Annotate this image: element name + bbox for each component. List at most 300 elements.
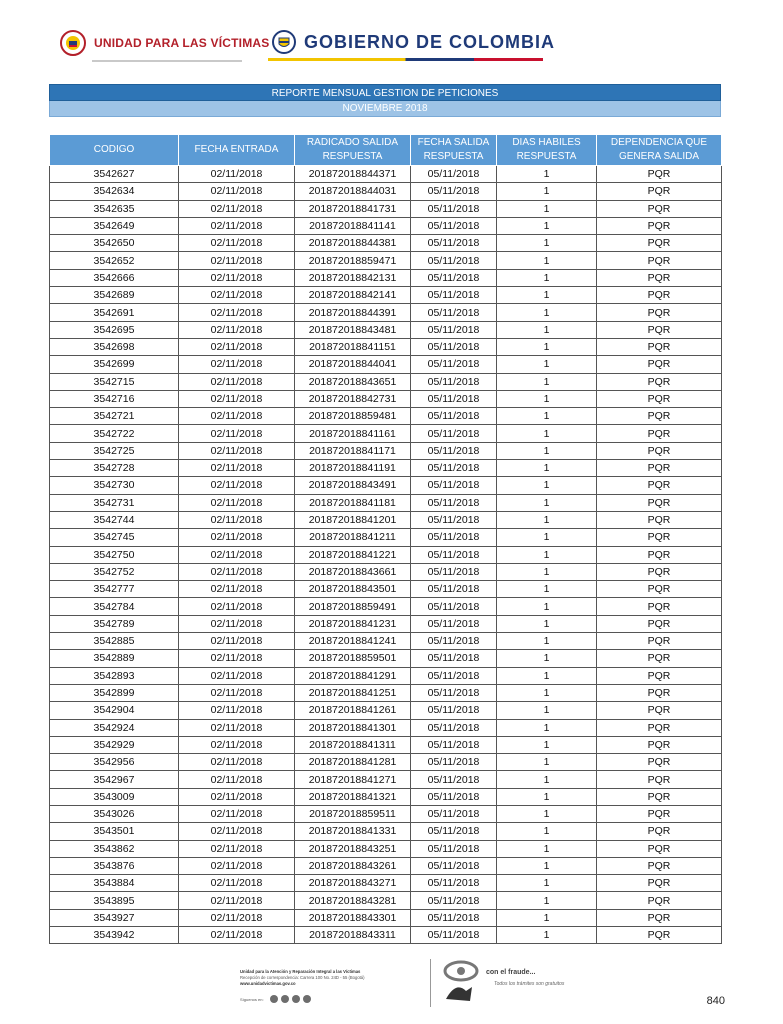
- dependencia-cell: PQR: [597, 217, 722, 234]
- dias-habiles-cell: 1: [497, 736, 597, 753]
- codigo-cell: 3542722: [50, 425, 179, 442]
- codigo-cell: 3542699: [50, 356, 179, 373]
- column-header: FECHA ENTRADA: [179, 135, 295, 166]
- page-footer: [0, 955, 783, 1015]
- fecha-salida-cell: 05/11/2018: [411, 252, 497, 269]
- codigo-cell: 3542784: [50, 598, 179, 615]
- fecha-salida-cell: 05/11/2018: [411, 927, 497, 944]
- radicado-cell: 201872018844031: [295, 183, 411, 200]
- fecha-entrada-cell: 02/11/2018: [179, 477, 295, 494]
- fecha-entrada-cell: 02/11/2018: [179, 217, 295, 234]
- fecha-salida-cell: 05/11/2018: [411, 702, 497, 719]
- dependencia-cell: PQR: [597, 494, 722, 511]
- dependencia-cell: PQR: [597, 321, 722, 338]
- dependencia-cell: PQR: [597, 563, 722, 580]
- table-row: [50, 166, 722, 183]
- table-row: [50, 356, 722, 373]
- table-row: [50, 909, 722, 926]
- fecha-entrada-cell: 02/11/2018: [179, 684, 295, 701]
- fecha-salida-cell: 05/11/2018: [411, 546, 497, 563]
- dias-habiles-cell: 1: [497, 598, 597, 615]
- table-row: [50, 494, 722, 511]
- dependencia-cell: PQR: [597, 909, 722, 926]
- codigo-cell: 3542789: [50, 615, 179, 632]
- dias-habiles-cell: 1: [497, 529, 597, 546]
- dependencia-cell: PQR: [597, 390, 722, 407]
- table-row: [50, 511, 722, 528]
- dependencia-cell: PQR: [597, 511, 722, 528]
- fecha-entrada-cell: 02/11/2018: [179, 840, 295, 857]
- radicado-cell: 201872018843501: [295, 581, 411, 598]
- social-label: Síguenos en:: [240, 996, 264, 1002]
- dias-habiles-cell: 1: [497, 425, 597, 442]
- codigo-cell: 3542698: [50, 338, 179, 355]
- dependencia-cell: PQR: [597, 460, 722, 477]
- table-row: [50, 442, 722, 459]
- fecha-entrada-cell: 02/11/2018: [179, 598, 295, 615]
- dias-habiles-cell: 1: [497, 892, 597, 909]
- radicado-cell: 201872018843251: [295, 840, 411, 857]
- fecha-salida-cell: 05/11/2018: [411, 304, 497, 321]
- fecha-salida-cell: 05/11/2018: [411, 909, 497, 926]
- codigo-cell: 3543862: [50, 840, 179, 857]
- dependencia-cell: PQR: [597, 736, 722, 753]
- table-row: [50, 892, 722, 909]
- fecha-salida-cell: 05/11/2018: [411, 442, 497, 459]
- twitter-icon[interactable]: [281, 995, 289, 1003]
- radicado-cell: 201872018841281: [295, 754, 411, 771]
- dependencia-cell: PQR: [597, 857, 722, 874]
- unidad-victimas-logo-text: UNIDAD PARA LAS VÍCTIMAS: [94, 36, 270, 50]
- dependencia-cell: PQR: [597, 840, 722, 857]
- table-row: [50, 633, 722, 650]
- dependencia-cell: PQR: [597, 425, 722, 442]
- radicado-cell: 201872018841321: [295, 788, 411, 805]
- table-row: [50, 598, 722, 615]
- page-header: [0, 28, 783, 68]
- footer-web: www.unidadvictimas.gov.co: [240, 981, 296, 986]
- column-header: DEPENDENCIA QUE GENERA SALIDA: [597, 135, 722, 166]
- dias-habiles-cell: 1: [497, 235, 597, 252]
- fecha-salida-cell: 05/11/2018: [411, 200, 497, 217]
- dias-habiles-cell: 1: [497, 321, 597, 338]
- fecha-entrada-cell: 02/11/2018: [179, 615, 295, 632]
- fecha-entrada-cell: 02/11/2018: [179, 304, 295, 321]
- unidad-victimas-logo: [60, 30, 269, 56]
- dependencia-cell: PQR: [597, 892, 722, 909]
- codigo-cell: 3542777: [50, 581, 179, 598]
- fecha-entrada-cell: 02/11/2018: [179, 667, 295, 684]
- ojo-campaign-icon: [436, 957, 486, 1007]
- codigo-cell: 3542744: [50, 511, 179, 528]
- dependencia-cell: PQR: [597, 633, 722, 650]
- column-header: CODIGO: [50, 135, 179, 166]
- codigo-cell: 3542652: [50, 252, 179, 269]
- radicado-cell: 201872018841181: [295, 494, 411, 511]
- footer-address: Recepción de correspondencia: Carrera 100 No. 24D - 55 (Bogotá): [240, 975, 365, 980]
- table-row: [50, 684, 722, 701]
- dias-habiles-cell: 1: [497, 442, 597, 459]
- table-row: [50, 650, 722, 667]
- dias-habiles-cell: 1: [497, 390, 597, 407]
- table-row: [50, 771, 722, 788]
- fecha-entrada-cell: 02/11/2018: [179, 529, 295, 546]
- dias-habiles-cell: 1: [497, 805, 597, 822]
- codigo-cell: 3542634: [50, 183, 179, 200]
- fecha-salida-cell: 05/11/2018: [411, 529, 497, 546]
- codigo-cell: 3542649: [50, 217, 179, 234]
- fecha-salida-cell: 05/11/2018: [411, 615, 497, 632]
- radicado-cell: 201872018841241: [295, 633, 411, 650]
- table-body: [50, 166, 722, 944]
- radicado-cell: 201872018844371: [295, 166, 411, 183]
- dependencia-cell: PQR: [597, 252, 722, 269]
- fecha-salida-cell: 05/11/2018: [411, 235, 497, 252]
- fecha-salida-cell: 05/11/2018: [411, 321, 497, 338]
- radicado-cell: 201872018841221: [295, 546, 411, 563]
- fecha-entrada-cell: 02/11/2018: [179, 719, 295, 736]
- dias-habiles-cell: 1: [497, 927, 597, 944]
- codigo-cell: 3542929: [50, 736, 179, 753]
- fecha-entrada-cell: 02/11/2018: [179, 200, 295, 217]
- fecha-entrada-cell: 02/11/2018: [179, 650, 295, 667]
- fecha-salida-cell: 05/11/2018: [411, 840, 497, 857]
- logo-underline: [92, 60, 242, 62]
- dias-habiles-cell: 1: [497, 477, 597, 494]
- coat-of-arms-icon: [272, 30, 296, 54]
- campaign-title: con el fraude...: [486, 969, 536, 976]
- fecha-entrada-cell: 02/11/2018: [179, 546, 295, 563]
- fecha-salida-cell: 05/11/2018: [411, 217, 497, 234]
- dependencia-cell: PQR: [597, 702, 722, 719]
- fecha-entrada-cell: 02/11/2018: [179, 563, 295, 580]
- dependencia-cell: PQR: [597, 183, 722, 200]
- table-row: [50, 754, 722, 771]
- fecha-salida-cell: 05/11/2018: [411, 684, 497, 701]
- facebook-icon[interactable]: [270, 995, 278, 1003]
- radicado-cell: 201872018843661: [295, 563, 411, 580]
- table-row: [50, 563, 722, 580]
- dias-habiles-cell: 1: [497, 217, 597, 234]
- dependencia-cell: PQR: [597, 373, 722, 390]
- codigo-cell: 3542695: [50, 321, 179, 338]
- dias-habiles-cell: 1: [497, 702, 597, 719]
- codigo-cell: 3542889: [50, 650, 179, 667]
- radicado-cell: 201872018859481: [295, 408, 411, 425]
- fecha-salida-cell: 05/11/2018: [411, 356, 497, 373]
- table-row: [50, 927, 722, 944]
- fecha-salida-cell: 05/11/2018: [411, 477, 497, 494]
- fecha-salida-cell: 05/11/2018: [411, 892, 497, 909]
- dependencia-cell: PQR: [597, 200, 722, 217]
- dependencia-cell: PQR: [597, 684, 722, 701]
- radicado-cell: 201872018842141: [295, 287, 411, 304]
- codigo-cell: 3543876: [50, 857, 179, 874]
- radicado-cell: 201872018843311: [295, 927, 411, 944]
- radicado-cell: 201872018841231: [295, 615, 411, 632]
- fecha-entrada-cell: 02/11/2018: [179, 754, 295, 771]
- codigo-cell: 3542731: [50, 494, 179, 511]
- dependencia-cell: PQR: [597, 356, 722, 373]
- dias-habiles-cell: 1: [497, 546, 597, 563]
- radicado-cell: 201872018843281: [295, 892, 411, 909]
- codigo-cell: 3542899: [50, 684, 179, 701]
- dias-habiles-cell: 1: [497, 650, 597, 667]
- codigo-cell: 3542666: [50, 269, 179, 286]
- fecha-entrada-cell: 02/11/2018: [179, 581, 295, 598]
- radicado-cell: 201872018859471: [295, 252, 411, 269]
- fecha-salida-cell: 05/11/2018: [411, 736, 497, 753]
- codigo-cell: 3543942: [50, 927, 179, 944]
- table-row: [50, 200, 722, 217]
- fecha-entrada-cell: 02/11/2018: [179, 252, 295, 269]
- fecha-entrada-cell: 02/11/2018: [179, 356, 295, 373]
- fecha-entrada-cell: 02/11/2018: [179, 442, 295, 459]
- fecha-entrada-cell: 02/11/2018: [179, 857, 295, 874]
- table-header-row: [50, 135, 722, 166]
- fecha-entrada-cell: 02/11/2018: [179, 823, 295, 840]
- dias-habiles-cell: 1: [497, 356, 597, 373]
- dependencia-cell: PQR: [597, 442, 722, 459]
- codigo-cell: 3542904: [50, 702, 179, 719]
- dependencia-cell: PQR: [597, 338, 722, 355]
- codigo-cell: 3542721: [50, 408, 179, 425]
- dependencia-cell: PQR: [597, 287, 722, 304]
- radicado-cell: 201872018841291: [295, 667, 411, 684]
- codigo-cell: 3542691: [50, 304, 179, 321]
- dependencia-cell: PQR: [597, 477, 722, 494]
- table-row: [50, 875, 722, 892]
- fecha-salida-cell: 05/11/2018: [411, 287, 497, 304]
- dias-habiles-cell: 1: [497, 269, 597, 286]
- dependencia-cell: PQR: [597, 805, 722, 822]
- table-row: [50, 217, 722, 234]
- dias-habiles-cell: 1: [497, 373, 597, 390]
- fecha-salida-cell: 05/11/2018: [411, 805, 497, 822]
- table-row: [50, 805, 722, 822]
- codigo-cell: 3542750: [50, 546, 179, 563]
- codigo-cell: 3542967: [50, 771, 179, 788]
- dependencia-cell: PQR: [597, 875, 722, 892]
- table-row: [50, 183, 722, 200]
- youtube-icon[interactable]: [292, 995, 300, 1003]
- codigo-cell: 3542745: [50, 529, 179, 546]
- fecha-entrada-cell: 02/11/2018: [179, 425, 295, 442]
- dias-habiles-cell: 1: [497, 615, 597, 632]
- dependencia-cell: PQR: [597, 304, 722, 321]
- radicado-cell: 201872018843491: [295, 477, 411, 494]
- table-row: [50, 546, 722, 563]
- dias-habiles-cell: 1: [497, 252, 597, 269]
- table-row: [50, 823, 722, 840]
- fecha-salida-cell: 05/11/2018: [411, 667, 497, 684]
- dependencia-cell: PQR: [597, 408, 722, 425]
- radicado-cell: 201872018859491: [295, 598, 411, 615]
- dias-habiles-cell: 1: [497, 494, 597, 511]
- dependencia-cell: PQR: [597, 823, 722, 840]
- dias-habiles-cell: 1: [497, 581, 597, 598]
- fecha-salida-cell: 05/11/2018: [411, 425, 497, 442]
- fecha-entrada-cell: 02/11/2018: [179, 390, 295, 407]
- table-row: [50, 235, 722, 252]
- table-row: [50, 304, 722, 321]
- dependencia-cell: PQR: [597, 598, 722, 615]
- codigo-cell: 3543895: [50, 892, 179, 909]
- fecha-entrada-cell: 02/11/2018: [179, 460, 295, 477]
- radicado-cell: 201872018841261: [295, 702, 411, 719]
- table-row: [50, 667, 722, 684]
- radicado-cell: 201872018841251: [295, 684, 411, 701]
- table-row: [50, 529, 722, 546]
- fecha-salida-cell: 05/11/2018: [411, 650, 497, 667]
- radicado-cell: 201872018859501: [295, 650, 411, 667]
- dependencia-cell: PQR: [597, 927, 722, 944]
- radicado-cell: 201872018841141: [295, 217, 411, 234]
- dias-habiles-cell: 1: [497, 166, 597, 183]
- fecha-entrada-cell: 02/11/2018: [179, 702, 295, 719]
- radicado-cell: 201872018841161: [295, 425, 411, 442]
- fecha-salida-cell: 05/11/2018: [411, 598, 497, 615]
- fecha-salida-cell: 05/11/2018: [411, 183, 497, 200]
- fecha-entrada-cell: 02/11/2018: [179, 166, 295, 183]
- radicado-cell: 201872018841271: [295, 771, 411, 788]
- fecha-salida-cell: 05/11/2018: [411, 754, 497, 771]
- dias-habiles-cell: 1: [497, 633, 597, 650]
- report-month: NOVIEMBRE 2018: [49, 101, 721, 117]
- dias-habiles-cell: 1: [497, 857, 597, 874]
- fecha-entrada-cell: 02/11/2018: [179, 287, 295, 304]
- radicado-cell: 201872018843651: [295, 373, 411, 390]
- fecha-entrada-cell: 02/11/2018: [179, 183, 295, 200]
- dias-habiles-cell: 1: [497, 183, 597, 200]
- table-row: [50, 736, 722, 753]
- dependencia-cell: PQR: [597, 166, 722, 183]
- dias-habiles-cell: 1: [497, 684, 597, 701]
- codigo-cell: 3543927: [50, 909, 179, 926]
- codigo-cell: 3542689: [50, 287, 179, 304]
- column-header: DIAS HABILES RESPUESTA: [497, 135, 597, 166]
- footer-org: Unidad para la Atención y Reparación Integral a las Víctimas: [240, 969, 361, 974]
- dependencia-cell: PQR: [597, 235, 722, 252]
- fecha-entrada-cell: 02/11/2018: [179, 875, 295, 892]
- fecha-salida-cell: 05/11/2018: [411, 338, 497, 355]
- column-header: RADICADO SALIDA RESPUESTA: [295, 135, 411, 166]
- radicado-cell: 201872018841171: [295, 442, 411, 459]
- radicado-cell: 201872018844381: [295, 235, 411, 252]
- table-row: [50, 425, 722, 442]
- table-row: [50, 477, 722, 494]
- codigo-cell: 3542635: [50, 200, 179, 217]
- dias-habiles-cell: 1: [497, 823, 597, 840]
- fecha-entrada-cell: 02/11/2018: [179, 494, 295, 511]
- fecha-entrada-cell: 02/11/2018: [179, 892, 295, 909]
- footer-contact: [240, 969, 425, 987]
- table-row: [50, 373, 722, 390]
- fecha-entrada-cell: 02/11/2018: [179, 736, 295, 753]
- dependencia-cell: PQR: [597, 771, 722, 788]
- dias-habiles-cell: 1: [497, 304, 597, 321]
- column-header: FECHA SALIDA RESPUESTA: [411, 135, 497, 166]
- dias-habiles-cell: 1: [497, 338, 597, 355]
- radicado-cell: 201872018844391: [295, 304, 411, 321]
- dependencia-cell: PQR: [597, 650, 722, 667]
- fecha-salida-cell: 05/11/2018: [411, 719, 497, 736]
- dias-habiles-cell: 1: [497, 460, 597, 477]
- codigo-cell: 3543884: [50, 875, 179, 892]
- table-row: [50, 615, 722, 632]
- fecha-entrada-cell: 02/11/2018: [179, 771, 295, 788]
- fecha-entrada-cell: 02/11/2018: [179, 408, 295, 425]
- table-row: [50, 702, 722, 719]
- dependencia-cell: PQR: [597, 667, 722, 684]
- codigo-cell: 3543009: [50, 788, 179, 805]
- radicado-cell: 201872018841311: [295, 736, 411, 753]
- dependencia-cell: PQR: [597, 581, 722, 598]
- dias-habiles-cell: 1: [497, 200, 597, 217]
- report-table: [49, 134, 722, 944]
- codigo-cell: 3542725: [50, 442, 179, 459]
- codigo-cell: 3542956: [50, 754, 179, 771]
- table-row: [50, 719, 722, 736]
- radicado-cell: 201872018843271: [295, 875, 411, 892]
- radicado-cell: 201872018841301: [295, 719, 411, 736]
- codigo-cell: 3542924: [50, 719, 179, 736]
- codigo-cell: 3543026: [50, 805, 179, 822]
- table-row: [50, 287, 722, 304]
- table-row: [50, 581, 722, 598]
- radicado-cell: 201872018841201: [295, 511, 411, 528]
- radicado-cell: 201872018843481: [295, 321, 411, 338]
- dias-habiles-cell: 1: [497, 771, 597, 788]
- radicado-cell: 201872018841191: [295, 460, 411, 477]
- fecha-salida-cell: 05/11/2018: [411, 373, 497, 390]
- gobierno-colombia-logo: [272, 30, 555, 54]
- fecha-salida-cell: 05/11/2018: [411, 771, 497, 788]
- flickr-icon[interactable]: [303, 995, 311, 1003]
- fecha-salida-cell: 05/11/2018: [411, 166, 497, 183]
- codigo-cell: 3542752: [50, 563, 179, 580]
- gobierno-colombia-logo-text: GOBIERNO DE COLOMBIA: [304, 31, 556, 52]
- fecha-salida-cell: 05/11/2018: [411, 581, 497, 598]
- dias-habiles-cell: 1: [497, 667, 597, 684]
- fecha-salida-cell: 05/11/2018: [411, 788, 497, 805]
- dependencia-cell: PQR: [597, 754, 722, 771]
- dias-habiles-cell: 1: [497, 788, 597, 805]
- radicado-cell: 201872018841731: [295, 200, 411, 217]
- fecha-salida-cell: 05/11/2018: [411, 633, 497, 650]
- table-row: [50, 788, 722, 805]
- dependencia-cell: PQR: [597, 269, 722, 286]
- radicado-cell: 201872018841331: [295, 823, 411, 840]
- dias-habiles-cell: 1: [497, 511, 597, 528]
- radicado-cell: 201872018859511: [295, 805, 411, 822]
- dias-habiles-cell: 1: [497, 719, 597, 736]
- fecha-entrada-cell: 02/11/2018: [179, 269, 295, 286]
- fecha-entrada-cell: 02/11/2018: [179, 805, 295, 822]
- fecha-salida-cell: 05/11/2018: [411, 494, 497, 511]
- dependencia-cell: PQR: [597, 788, 722, 805]
- footer-social: [240, 995, 311, 1003]
- dias-habiles-cell: 1: [497, 563, 597, 580]
- fecha-salida-cell: 05/11/2018: [411, 563, 497, 580]
- dependencia-cell: PQR: [597, 546, 722, 563]
- table-row: [50, 321, 722, 338]
- codigo-cell: 3543501: [50, 823, 179, 840]
- fecha-entrada-cell: 02/11/2018: [179, 633, 295, 650]
- fecha-salida-cell: 05/11/2018: [411, 390, 497, 407]
- radicado-cell: 201872018841211: [295, 529, 411, 546]
- fecha-salida-cell: 05/11/2018: [411, 408, 497, 425]
